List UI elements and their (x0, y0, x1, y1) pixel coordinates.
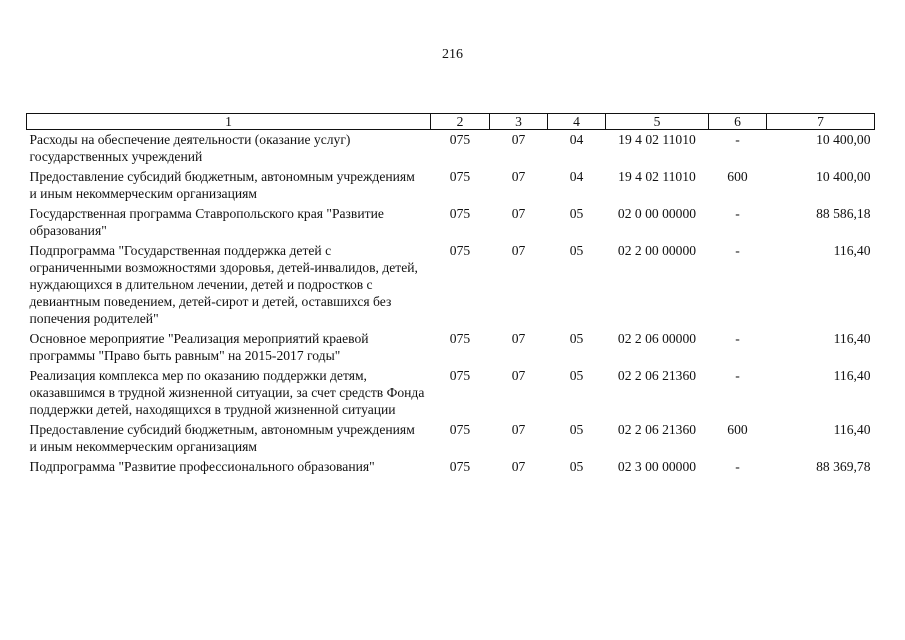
table-row (27, 457, 875, 477)
row-section-code: 07 (511, 331, 526, 346)
row-ministry-code: 075 (449, 331, 471, 346)
row-name: Подпрограмма "Государственная поддержка детей с ограниченными возможностями здоровья, детей-инвалидов, детей, нуждающихся в длительном лечении, детей и подростков с девиантным поведением, детей-сирот и детей, оставшихся без попечения родителей" (29, 243, 418, 326)
row-ministry-code: 075 (449, 132, 471, 147)
row-subsection-code: 05 (569, 331, 584, 346)
row-amount: 88 369,78 (816, 459, 871, 474)
row-subsection-code: 05 (569, 422, 584, 437)
row-ministry-code: 075 (449, 243, 471, 258)
table-row (27, 329, 875, 366)
row-expense-type: - (735, 459, 740, 474)
row-name: Предоставление субсидий бюджетным, автономным учреждениям и иным некоммерческим организациям (29, 422, 415, 454)
row-amount: 10 400,00 (816, 132, 871, 147)
row-target-code: 02 2 06 00000 (617, 331, 697, 346)
row-target-code: 19 4 02 11010 (618, 132, 696, 147)
row-section-code: 07 (511, 422, 526, 437)
header-col-5: 5 (606, 114, 709, 130)
row-target-code: 02 2 00 00000 (617, 243, 697, 258)
row-amount: 88 586,18 (816, 206, 871, 221)
row-name: Государственная программа Ставропольского края "Развитие образования" (29, 206, 384, 238)
row-name: Расходы на обеспечение деятельности (оказание услуг) государственных учреждений (29, 132, 351, 164)
row-amount: 116,40 (833, 422, 871, 437)
header-col-3: 3 (490, 114, 548, 130)
row-expense-type: 600 (727, 169, 748, 184)
row-subsection-code: 05 (569, 206, 584, 221)
row-target-code: 02 2 06 21360 (617, 368, 697, 383)
header-col-7: 7 (767, 114, 875, 130)
header-col-2: 2 (431, 114, 490, 130)
row-section-code: 07 (511, 206, 526, 221)
table-row (27, 366, 875, 420)
row-name: Подпрограмма "Развитие профессионального образования" (29, 459, 375, 474)
budget-table (26, 113, 875, 477)
row-subsection-code: 05 (569, 368, 584, 383)
table-body (27, 130, 875, 478)
row-ministry-code: 075 (449, 169, 471, 184)
row-amount: 116,40 (833, 368, 871, 383)
row-expense-type: 600 (727, 422, 748, 437)
row-subsection-code: 04 (569, 132, 584, 147)
row-target-code: 02 0 00 00000 (617, 206, 697, 221)
row-target-code: 02 2 06 21360 (617, 422, 697, 437)
row-amount: 116,40 (833, 243, 871, 258)
row-section-code: 07 (511, 459, 526, 474)
row-ministry-code: 075 (449, 206, 471, 221)
row-section-code: 07 (511, 132, 526, 147)
table-row (27, 204, 875, 241)
row-section-code: 07 (511, 368, 526, 383)
table-row (27, 241, 875, 329)
row-amount: 116,40 (833, 331, 871, 346)
header-col-4: 4 (548, 114, 606, 130)
row-expense-type: - (735, 331, 740, 346)
row-section-code: 07 (511, 169, 526, 184)
row-target-code: 19 4 02 11010 (618, 169, 696, 184)
row-subsection-code: 05 (569, 459, 584, 474)
row-expense-type: - (735, 243, 740, 258)
table-header (27, 114, 875, 130)
row-expense-type: - (735, 368, 740, 383)
table-row (27, 167, 875, 204)
table-row (27, 420, 875, 457)
row-subsection-code: 05 (569, 243, 584, 258)
page-number: 216 (442, 47, 463, 62)
row-ministry-code: 075 (449, 459, 471, 474)
header-row (27, 114, 875, 130)
row-amount: 10 400,00 (816, 169, 871, 184)
row-name: Реализация комплекса мер по оказанию поддержки детям, оказавшимся в трудной жизненной ситуации, за счет средств Фонда поддержки детей, находящихся в трудной жизненной ситуации (29, 368, 425, 417)
row-ministry-code: 075 (449, 422, 471, 437)
row-ministry-code: 075 (449, 368, 471, 383)
header-col-6: 6 (709, 114, 767, 130)
row-target-code: 02 3 00 00000 (617, 459, 697, 474)
row-section-code: 07 (511, 243, 526, 258)
table-row (27, 130, 875, 168)
row-expense-type: - (735, 206, 740, 221)
row-subsection-code: 04 (569, 169, 584, 184)
row-name: Предоставление субсидий бюджетным, автономным учреждениям и иным некоммерческим организациям (29, 169, 415, 201)
header-col-1: 1 (27, 114, 431, 130)
row-expense-type: - (735, 132, 740, 147)
row-name: Основное мероприятие "Реализация мероприятий краевой программы "Право быть равным" на 2015-2017 годы" (29, 331, 369, 363)
